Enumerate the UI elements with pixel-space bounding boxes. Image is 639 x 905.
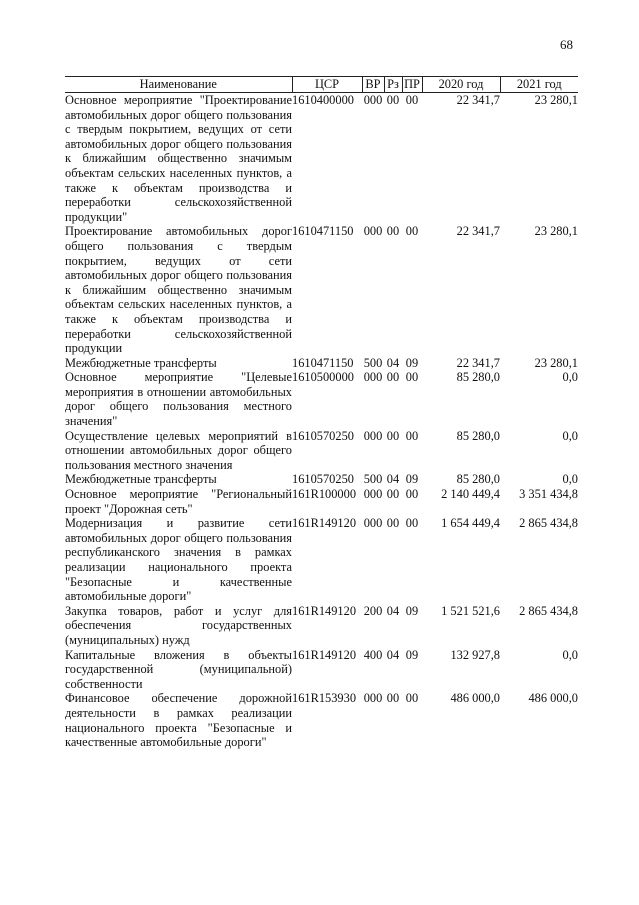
row-vr: 500 <box>363 355 383 370</box>
column-header-pr: ПР <box>402 77 422 93</box>
table-row <box>65 93 578 225</box>
row-name: Основное мероприятие "Региональный проект "Дорожная сеть" <box>65 487 292 516</box>
row-pr: 00 <box>405 428 419 443</box>
column-header-2021: 2021 год <box>500 77 578 93</box>
table-row <box>65 516 578 604</box>
row-pr: 09 <box>405 472 419 487</box>
column-header-rz: Рз <box>384 77 402 93</box>
column-header-name: Наименование <box>65 77 292 93</box>
row-name: Основное мероприятие "Целевые мероприятия в отношении автомобильных дорог общего пользования местного значения" <box>65 370 292 429</box>
row-name: Осуществление целевых мероприятий в отношении автомобильных дорог общего пользования местного значения <box>65 428 292 472</box>
row-amount-2020: 486 000,0 <box>450 691 500 706</box>
row-vr: 000 <box>363 428 383 443</box>
row-vr: 200 <box>363 603 383 618</box>
row-pr: 00 <box>405 224 419 239</box>
table-row <box>65 487 578 516</box>
page-number: 68 <box>560 37 573 52</box>
column-header-vr: ВР <box>362 77 384 93</box>
row-name: Основное мероприятие "Проектирование автомобильных дорог общего пользования с твердым покрытием, ведущих от сети автомобильных дорог общего пользования к ближайшим общественно значимым объектам сельских населенных пунктов, а также к объектам производства и переработки сельскохозяйственной продукции" <box>65 93 292 224</box>
row-rz: 00 <box>386 370 400 385</box>
row-pr: 00 <box>405 487 419 502</box>
row-amount-2021: 486 000,0 <box>528 691 578 706</box>
row-pr: 09 <box>405 355 419 370</box>
row-vr: 000 <box>363 487 383 502</box>
column-header-2020: 2020 год <box>422 77 500 93</box>
table-row <box>65 370 578 428</box>
row-amount-2021: 0,0 <box>562 428 578 443</box>
table-header <box>65 77 578 93</box>
row-vr: 000 <box>363 224 383 239</box>
row-csr: 1610400000 <box>292 93 354 107</box>
row-amount-2020: 85 280,0 <box>456 370 500 385</box>
table-row <box>65 604 578 648</box>
row-pr: 00 <box>405 370 419 385</box>
row-csr: 161R153930 <box>292 691 357 706</box>
row-name: Модернизация и развитие сети автомобильных дорог общего пользования республиканского значения в рамках реализации национального проекта "Безопасные и качественные автомобильные дороги" <box>65 516 292 604</box>
table-body <box>65 93 578 750</box>
row-amount-2021: 23 280,1 <box>534 93 578 107</box>
row-vr: 000 <box>363 691 383 706</box>
table-row <box>65 224 578 355</box>
row-amount-2020: 85 280,0 <box>456 428 500 443</box>
row-amount-2020: 22 341,7 <box>456 224 500 239</box>
row-csr: 1610500000 <box>292 370 354 385</box>
row-csr: 161R149120 <box>292 516 357 531</box>
row-pr: 00 <box>405 516 419 531</box>
row-amount-2020: 22 341,7 <box>456 355 500 370</box>
row-vr: 000 <box>363 516 383 531</box>
row-rz: 04 <box>386 647 400 662</box>
column-header-csr: ЦСР <box>292 77 362 93</box>
row-name: Закупка товаров, работ и услуг для обеспечения государственных (муниципальных) нужд <box>65 603 292 647</box>
row-rz: 00 <box>386 224 400 239</box>
row-vr: 400 <box>363 647 383 662</box>
table-row <box>65 691 578 749</box>
row-amount-2020: 132 927,8 <box>450 647 500 662</box>
row-csr: 1610471150 <box>292 224 354 239</box>
row-name: Межбюджетные трансферты <box>65 472 217 487</box>
row-amount-2021: 23 280,1 <box>534 355 578 370</box>
row-name: Проектирование автомобильных дорог общего пользования с твердым покрытием, ведущих от сети автомобильных дорог общего пользования к ближайшим общественно значимым объектам сельских населенных пунктов, а также к объектам производства и переработки сельскохозяйственной продукции <box>65 224 292 356</box>
row-vr: 000 <box>363 370 383 385</box>
row-amount-2020: 85 280,0 <box>456 472 500 487</box>
row-amount-2021: 2 865 434,8 <box>519 603 578 618</box>
row-csr: 1610570250 <box>292 472 354 487</box>
row-vr: 000 <box>363 93 383 107</box>
row-rz: 04 <box>386 603 400 618</box>
row-amount-2020: 1 521 521,6 <box>441 603 500 618</box>
table-row <box>65 472 578 487</box>
row-amount-2020: 22 341,7 <box>456 93 500 107</box>
row-rz: 00 <box>386 691 400 706</box>
row-csr: 161R100000 <box>292 487 357 502</box>
row-csr: 161R149120 <box>292 647 357 662</box>
table-row <box>65 648 578 692</box>
row-amount-2021: 0,0 <box>562 370 578 385</box>
row-name: Межбюджетные трансферты <box>65 355 217 370</box>
row-pr: 09 <box>405 647 419 662</box>
row-amount-2021: 23 280,1 <box>534 224 578 239</box>
row-rz: 00 <box>386 516 400 531</box>
row-rz: 04 <box>386 355 400 370</box>
row-vr: 500 <box>363 472 383 487</box>
row-amount-2020: 1 654 449,4 <box>441 516 500 531</box>
row-rz: 00 <box>386 428 400 443</box>
row-csr: 1610570250 <box>292 428 354 443</box>
row-csr: 1610471150 <box>292 355 354 370</box>
row-amount-2021: 3 351 434,8 <box>519 487 578 502</box>
row-name: Капитальные вложения в объекты государственной (муниципальной) собственности <box>65 647 292 691</box>
row-rz: 04 <box>386 472 400 487</box>
row-csr: 161R149120 <box>292 603 357 618</box>
row-rz: 00 <box>386 93 400 107</box>
row-amount-2021: 0,0 <box>562 472 578 487</box>
row-pr: 00 <box>405 691 419 706</box>
row-name: Финансовое обеспечение дорожной деятельности в рамках реализации национального проекта "Безопасные и качественные автомобильные дороги" <box>65 691 292 750</box>
row-rz: 00 <box>386 487 400 502</box>
row-pr: 00 <box>405 93 419 107</box>
row-amount-2021: 2 865 434,8 <box>519 516 578 531</box>
row-pr: 09 <box>405 603 419 618</box>
row-amount-2020: 2 140 449,4 <box>441 487 500 502</box>
table-row <box>65 356 578 371</box>
row-amount-2021: 0,0 <box>562 647 578 662</box>
table-row <box>65 429 578 473</box>
budget-table <box>65 76 578 750</box>
